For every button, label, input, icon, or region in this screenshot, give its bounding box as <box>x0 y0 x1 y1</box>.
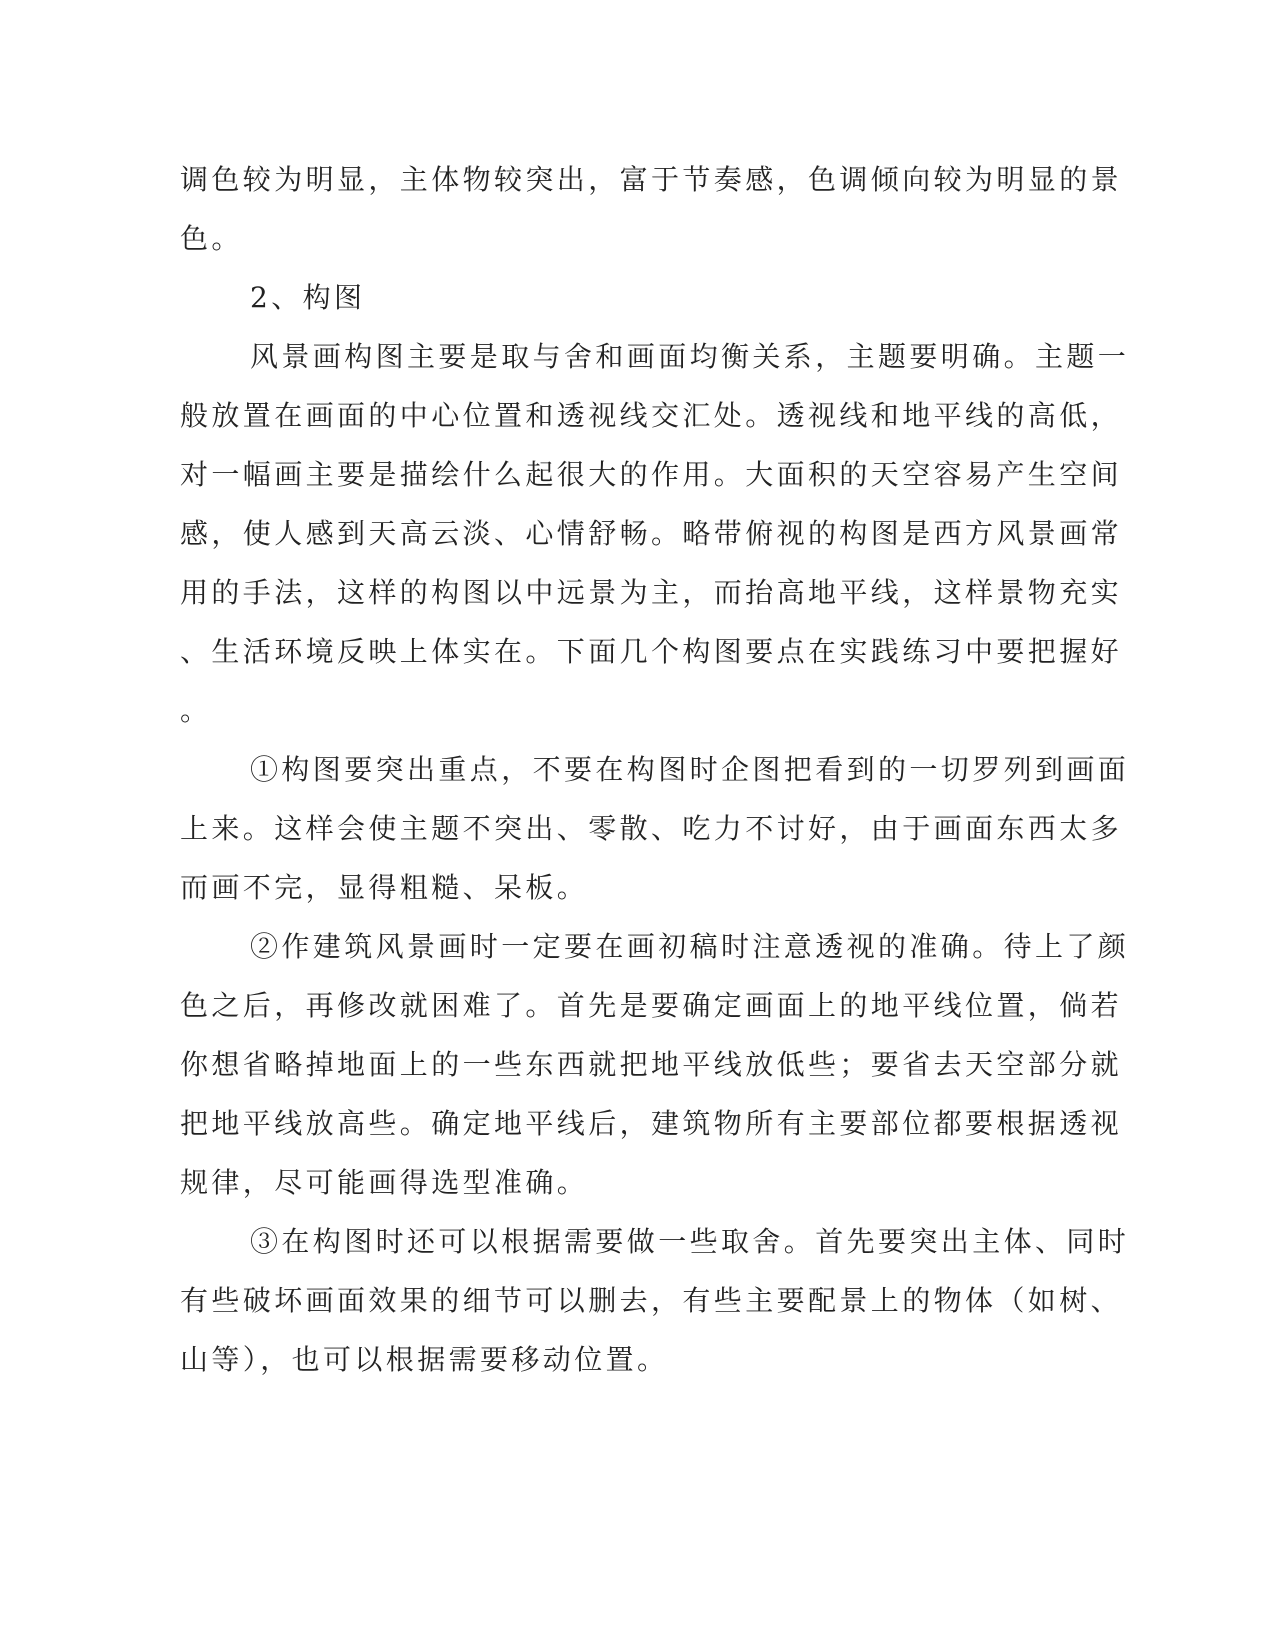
paragraph-line: 般放置在画面的中心位置和透视线交汇处。透视线和地平线的高低， <box>180 399 1123 432</box>
paragraph-line: 对一幅画主要是描绘什么起很大的作用。大面积的天空容易产生空间 <box>180 458 1123 491</box>
paragraph-line: ①构图要突出重点，不要在构图时企图把看到的一切罗列到画面 <box>250 753 1130 786</box>
paragraph-line: 规律，尽可能画得选型准确。 <box>180 1166 589 1199</box>
paragraph-line: 色。 <box>180 222 243 255</box>
paragraph-line: 。 <box>180 694 212 727</box>
paragraph-line: 上来。这样会使主题不突出、零散、吃力不讨好，由于画面东西太多 <box>180 812 1123 845</box>
section-heading: 2、构图 <box>250 281 366 314</box>
paragraph-line: 风景画构图主要是取与舍和画面均衡关系，主题要明确。主题一 <box>250 340 1130 373</box>
paragraph-line: 调色较为明显，主体物较突出，富于节奏感，色调倾向较为明显的景 <box>180 163 1123 196</box>
paragraph-line: ③在构图时还可以根据需要做一些取舍。首先要突出主体、同时 <box>250 1225 1130 1258</box>
paragraph-line: 而画不完，显得粗糙、呆板。 <box>180 871 589 904</box>
paragraph-line: 用的手法，这样的构图以中远景为主，而抬高地平线，这样景物充实 <box>180 576 1123 609</box>
paragraph-line: 山等），也可以根据需要移动位置。 <box>180 1343 669 1376</box>
paragraph-line: ②作建筑风景画时一定要在画初稿时注意透视的准确。待上了颜 <box>250 930 1130 963</box>
paragraph-line: 感，使人感到天高云淡、心情舒畅。略带俯视的构图是西方风景画常 <box>180 517 1123 550</box>
paragraph-line: 你想省略掉地面上的一些东西就把地平线放低些；要省去天空部分就 <box>180 1048 1123 1081</box>
paragraph-line: 色之后，再修改就困难了。首先是要确定画面上的地平线位置，倘若 <box>180 989 1123 1022</box>
paragraph-line: 有些破坏画面效果的细节可以删去，有些主要配景上的物体（如树、 <box>180 1284 1123 1317</box>
paragraph-line: 、生活环境反映上体实在。下面几个构图要点在实践练习中要把握好 <box>180 635 1123 668</box>
paragraph-line: 把地平线放高些。确定地平线后，建筑物所有主要部位都要根据透视 <box>180 1107 1123 1140</box>
